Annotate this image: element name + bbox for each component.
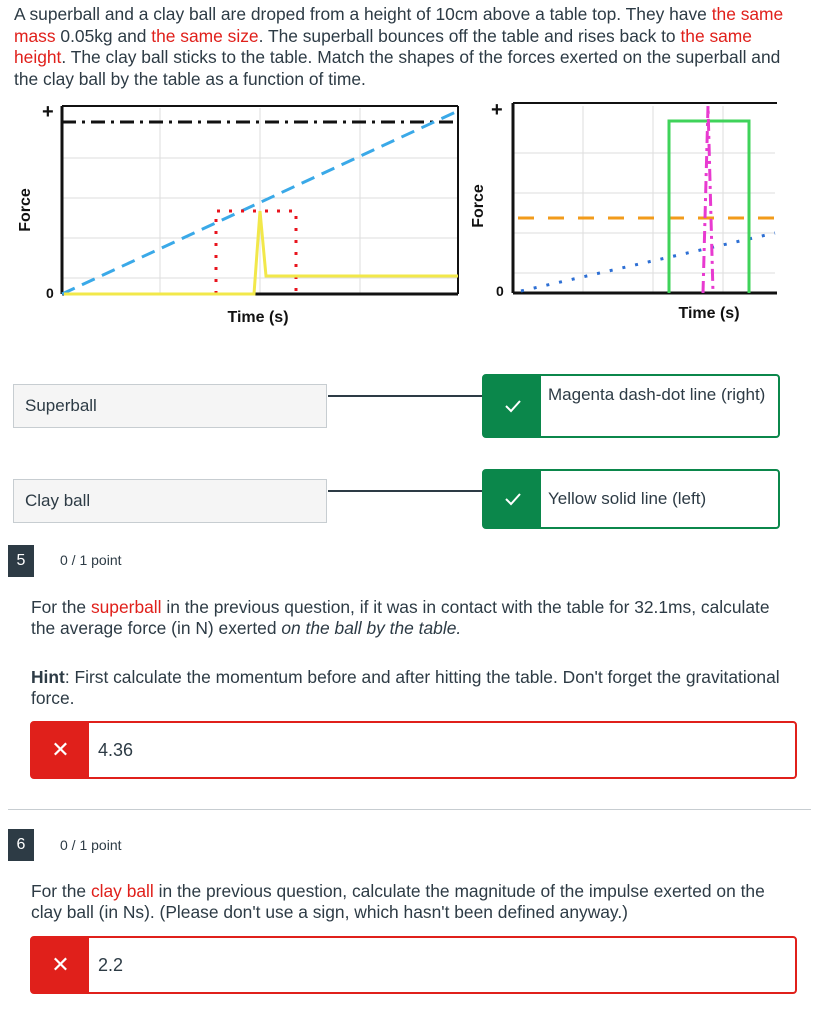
highlight-same-height: the same height bbox=[14, 25, 752, 67]
y-plus-label: + bbox=[491, 99, 503, 121]
y-plus-label: + bbox=[42, 101, 54, 123]
series-cyan-dashed bbox=[62, 110, 460, 294]
highlight-superball: superball bbox=[90, 597, 162, 617]
check-icon bbox=[504, 397, 522, 415]
question-number-badge: 5 bbox=[8, 545, 34, 577]
x-axis-label: Time (s) bbox=[678, 305, 740, 322]
series-yellow-solid bbox=[64, 211, 458, 294]
match-connector bbox=[328, 490, 483, 492]
match-answer-text: Yellow solid line (left) bbox=[548, 489, 707, 508]
incorrect-x-badge bbox=[32, 938, 89, 992]
answer-value: 4.36 bbox=[98, 739, 134, 760]
y-axis-label: Force bbox=[470, 184, 487, 228]
incorrect-x-badge bbox=[32, 723, 89, 777]
match-answer-clay-ball[interactable] bbox=[482, 469, 780, 529]
match-prompt-clay-ball: Clay ball bbox=[13, 479, 327, 523]
close-icon: ✕ bbox=[51, 737, 70, 762]
answer-value: 2.2 bbox=[98, 954, 124, 975]
highlight-same-size: the same size bbox=[151, 25, 259, 46]
match-prompt-superball: Superball bbox=[13, 384, 327, 428]
match-answer-superball[interactable] bbox=[482, 374, 780, 438]
series-blue-dotted bbox=[521, 233, 775, 291]
series-magenta-dash-dot bbox=[703, 106, 713, 293]
force-chart-right-svg bbox=[463, 98, 783, 338]
highlight-same-mass: the same mass bbox=[14, 4, 784, 46]
match-connector bbox=[328, 395, 483, 397]
force-chart-left-svg bbox=[10, 98, 460, 338]
x-axis-label: Time (s) bbox=[227, 309, 289, 326]
question-intro: A superball and a clay ball are droped from a height of 10cm above a table top. They have the same mass 0.05kg and the same size. The superball bounces off the table and rises back to the same height. The clay ball sticks to the table. Match the shapes of the forces exerted on the superball and the clay ball by the table as a function of time. bbox=[14, 4, 784, 89]
question-divider bbox=[8, 809, 811, 810]
close-icon: ✕ bbox=[51, 952, 70, 977]
check-icon bbox=[504, 490, 522, 508]
y-axis-label: Force bbox=[17, 188, 34, 232]
force-chart-right bbox=[463, 98, 783, 338]
force-chart-left bbox=[10, 98, 460, 338]
y-zero-label: 0 bbox=[496, 283, 504, 299]
highlight-clay-ball: clay ball bbox=[90, 881, 154, 901]
answer-field-q5[interactable] bbox=[30, 721, 797, 779]
question-number-badge: 6 bbox=[8, 829, 34, 861]
correct-check-badge bbox=[484, 471, 541, 527]
match-answer-text: Magenta dash-dot line (right) bbox=[548, 385, 766, 404]
question-points: 0 / 1 point bbox=[60, 552, 122, 568]
question-hint: Hint: First calculate the momentum before and after hitting the table. Don't forget the gravitational force. bbox=[31, 667, 780, 708]
question-text: For the superball in the previous question, if it was in contact with the table for 32.1ms, calculate the average force (in N) exerted on the ball by the table. bbox=[31, 597, 770, 638]
correct-check-badge bbox=[484, 376, 541, 436]
question-text: For the clay ball in the previous question, calculate the magnitude of the impulse exerted on the clay ball (in Ns). (Please don't use a sign, which hasn't been defined anyway.) bbox=[31, 881, 765, 922]
question-points: 0 / 1 point bbox=[60, 837, 122, 853]
answer-field-q6[interactable] bbox=[30, 936, 797, 994]
y-zero-label: 0 bbox=[46, 285, 54, 301]
